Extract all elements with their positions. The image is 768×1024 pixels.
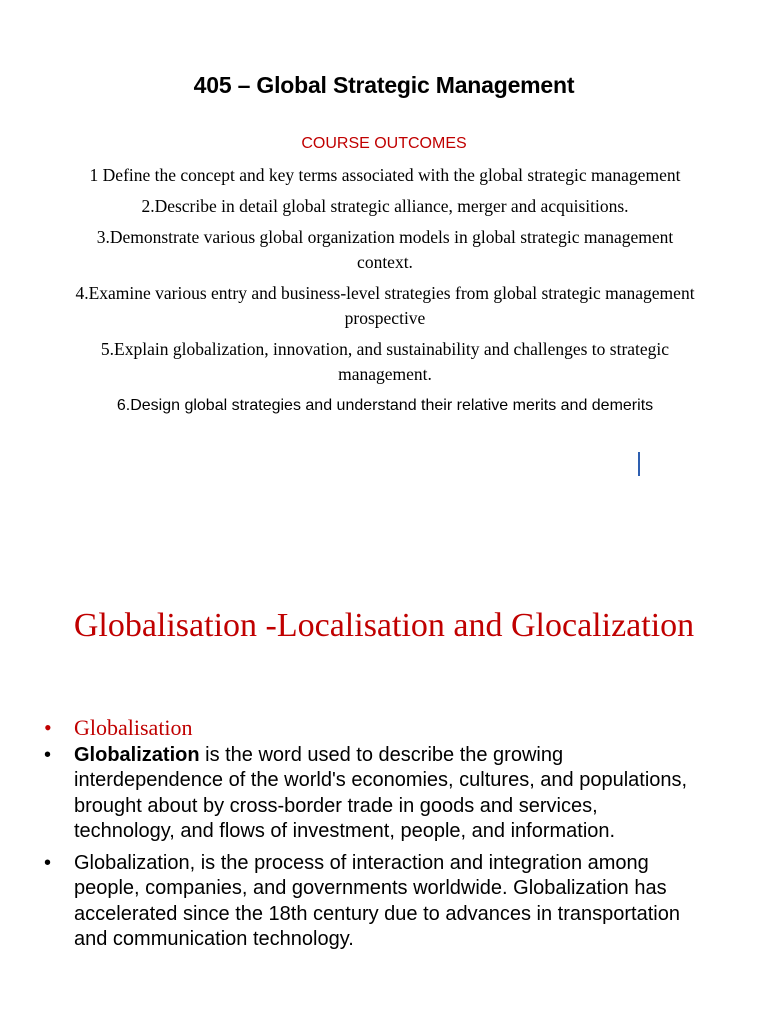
page-title: 405 – Global Strategic Management xyxy=(193,72,575,98)
slide-globalisation xyxy=(0,585,768,1024)
slide-title: Globalisation -Localisation and Glocalization xyxy=(73,607,695,644)
outcomes-list xyxy=(70,163,700,425)
text-cursor-icon xyxy=(638,452,640,476)
bullet-list xyxy=(42,715,702,959)
outcomes-heading: COURSE OUTCOMES xyxy=(301,135,467,152)
bullet-text: Globalisation xyxy=(74,715,193,740)
outcome-item: 4.Examine various entry and business-level strategies from global strategic management prospective xyxy=(75,283,695,328)
bullet-icon: • xyxy=(44,743,52,766)
outcome-item: 2.Describe in detail global strategic alliance, merger and acquisitions. xyxy=(141,196,629,216)
outcome-item: 5.Explain globalization, innovation, and sustainability and challenges to strategic management. xyxy=(100,339,670,384)
bullet-item-globalization-process xyxy=(42,851,702,953)
bullet-item-globalization-definition xyxy=(42,743,702,845)
bullet-item-globalisation-heading xyxy=(42,715,702,741)
bullet-text: Globalization, is the process of interaction and integration among people, companies, and governments worldwide. Globalization has accelerated since the 18th century due to advances in transportation and communication technology. xyxy=(74,851,680,950)
bullet-term: Globalization xyxy=(74,743,200,766)
bullet-text: is the word used to describe the growing interdependence of the world's economies, cultures, and populations, brought about by cross-border trade in goods and services, technology, and flows of investment, people, and information. xyxy=(74,743,688,842)
bullet-icon: • xyxy=(44,715,52,740)
outcome-item: 1 Define the concept and key terms associated with the global strategic management xyxy=(89,165,681,185)
outcome-item: 3.Demonstrate various global organization models in global strategic management context. xyxy=(96,227,674,272)
bullet-icon: • xyxy=(44,851,52,874)
outcome-item: 6.Design global strategies and understand their relative merits and demerits xyxy=(116,397,654,414)
